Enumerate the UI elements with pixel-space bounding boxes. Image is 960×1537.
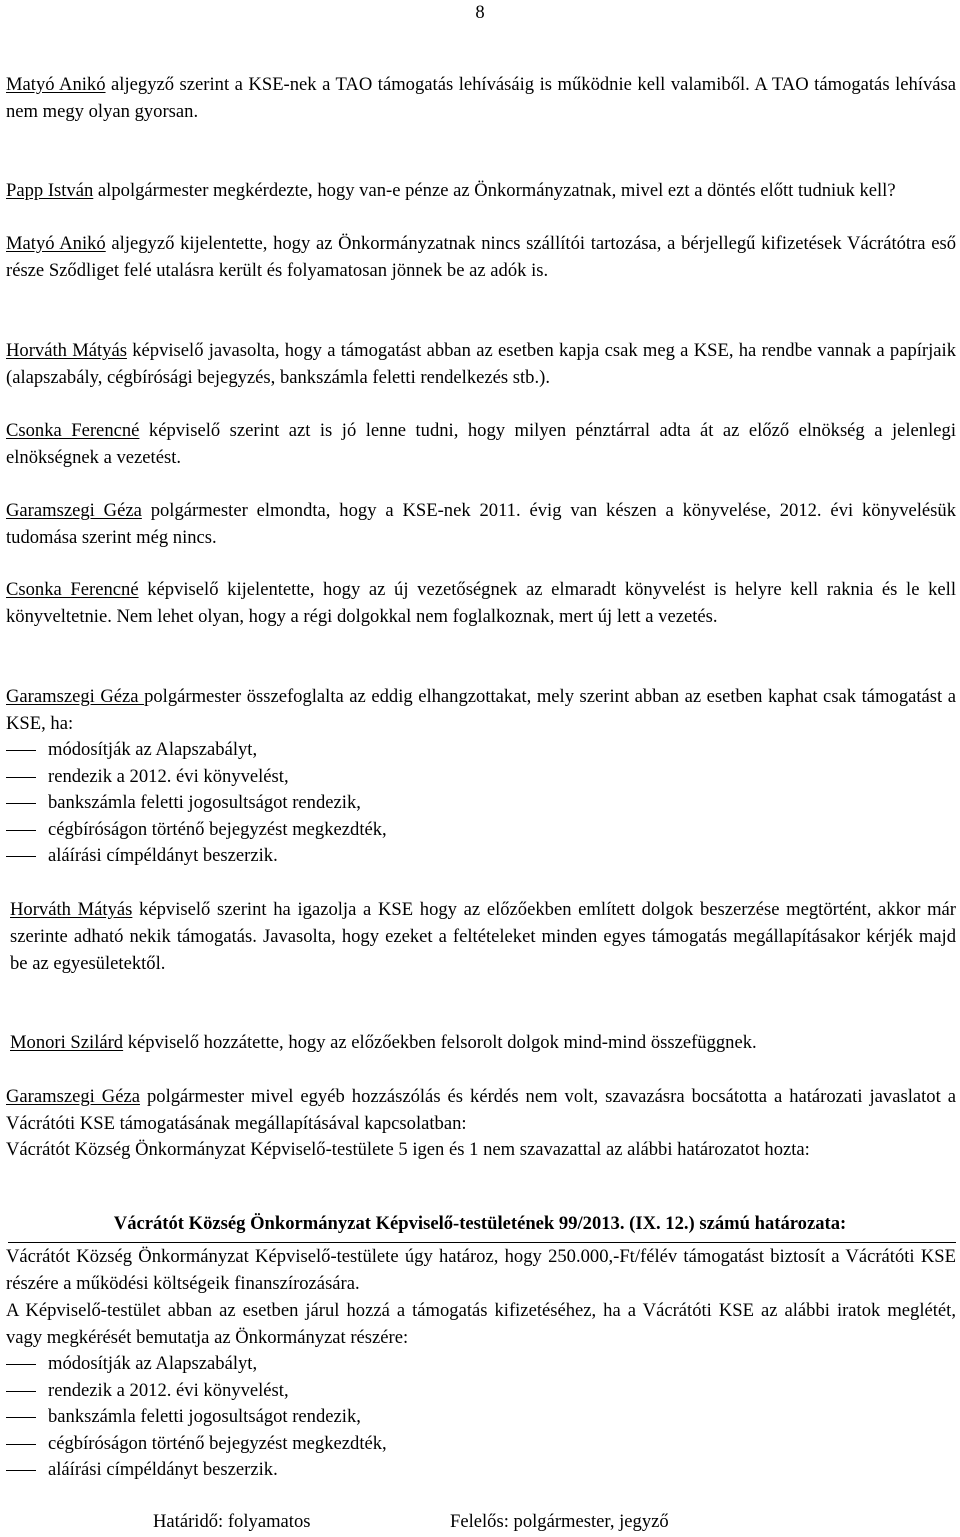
deadline-text: Határidő: folyamatos (153, 1511, 311, 1532)
paragraph-text: képviselő szerint ha igazolja a KSE hogy az előzőekben említett dolgok beszerzése megtörtént, akkor már szerinte adható nekik támogatás. Javasolta, hogy ezeket a feltételeket minden egyes támogatás megállapításakor kérjék majd be az egyesületektől. (10, 899, 956, 974)
dash-bullet (6, 777, 36, 778)
paragraph-text: képviselő szerint azt is jó lenne tudni, hogy milyen pénztárral adta át az előző elnökség a jelenlegi elnökségnek a vezetést. (6, 420, 956, 468)
list-item: módosítják az Alapszabályt, (6, 737, 956, 764)
list-item: módosítják az Alapszabályt, (6, 1351, 956, 1378)
dash-bullet (6, 856, 36, 857)
paragraph-text: aljegyző kijelentette, hogy az Önkormányzatnak nincs szállítói tartozása, a bérjellegű kifizetések Vácrátótra eső része Sződliget felé utalásra került és folyamatosan jönnek be az adók is. (6, 233, 957, 281)
dash-bullet (6, 803, 36, 804)
paragraph (10, 896, 956, 977)
paragraph-text: polgármester összefoglalta az eddig elhangzottakat, mely szerint abban az esetben kaphat csak támogatást a KSE, ha: (6, 686, 956, 734)
dash-bullet (6, 830, 36, 831)
speaker-name: Garamszegi Géza (6, 500, 142, 521)
paragraph-text: polgármester mivel egyéb hozzászólás és kérdés nem volt, szavazásra bocsátotta a határozati javaslatot a Vácrátóti KSE támogatásának megállapításával kapcsolatban: (6, 1086, 956, 1134)
paragraph-text: alpolgármester megkérdezte, hogy van-e pénze az Önkormányzatnak, mivel ezt a döntés előtt tudniuk kell? (93, 180, 896, 201)
paragraph (6, 338, 956, 391)
resolution-condition-intro: A Képviselő-testület abban az esetben járul hozzá a támogatás kifizetéséhez, ha a Vácrátóti KSE az alábbi iratok meglétét, vagy megkérését bemutatja az Önkormányzat részére: (6, 1300, 956, 1348)
resolution-text: Vácrátót Község Önkormányzat Képviselő-testülete úgy határoz, hogy 250.000,-Ft/félév támogatást biztosít a Vácrátóti KSE részére a működési költségeik finanszírozására. (6, 1246, 956, 1294)
speaker-name: Monori Szilárd (10, 1032, 124, 1053)
paragraph (6, 418, 956, 471)
list-item: aláírási címpéldányt beszerzik. (6, 1457, 956, 1484)
speaker-name: Matyó Anikó (6, 74, 106, 95)
list-item: aláírási címpéldányt beszerzik. (6, 843, 956, 870)
speaker-name: Papp István (6, 180, 94, 201)
paragraph (6, 684, 956, 737)
paragraph-text: képviselő hozzátette, hogy az előzőekben felsorolt dolgok mind-mind összefüggnek. (123, 1032, 757, 1053)
speaker-name: Horváth Mátyás (10, 899, 133, 920)
dash-bullet (6, 1364, 36, 1365)
speaker-name: Matyó Anikó (6, 233, 106, 254)
page-number: 8 (475, 2, 485, 23)
list-item: bankszámla feletti jogosultságot rendezik, (6, 790, 956, 817)
vote-paragraph: Vácrátót Község Önkormányzat Képviselő-testülete 5 igen és 1 nem szavazattal az alábbi határozatot hozta: (6, 1139, 810, 1160)
speaker-name: Horváth Mátyás (6, 340, 127, 361)
paragraph (6, 577, 956, 630)
paragraph (6, 498, 956, 551)
speaker-name: Csonka Ferencné (6, 420, 140, 441)
dash-bullet (6, 1444, 36, 1445)
list-item: cégbíróságon történő bejegyzést megkezdték, (6, 1431, 956, 1458)
conditions-list (6, 737, 956, 870)
dash-bullet (6, 1391, 36, 1392)
speaker-name: Garamszegi Géza (6, 1086, 140, 1107)
responsible-text: Felelős: polgármester, jegyző (450, 1511, 669, 1532)
paragraph (10, 1030, 956, 1057)
paragraph (6, 231, 956, 284)
paragraph (6, 1084, 956, 1137)
list-item: bankszámla feletti jogosultságot rendezik, (6, 1404, 956, 1431)
speaker-name: Garamszegi Géza (6, 686, 145, 707)
list-item: rendezik a 2012. évi könyvelést, (6, 764, 956, 791)
paragraph (6, 72, 956, 125)
speaker-name: Csonka Ferencné (6, 579, 139, 600)
list-item: cégbíróságon történő bejegyzést megkezdték, (6, 817, 956, 844)
dash-bullet (6, 750, 36, 751)
paragraph-text: aljegyző szerint a KSE-nek a TAO támogatás lehívásáig is működnie kell valamiből. A TAO támogatás lehívása nem megy olyan gyorsan. (6, 74, 956, 122)
resolution-rule (8, 1242, 956, 1243)
paragraph-text: képviselő kijelentette, hogy az új vezetőségnek az elmaradt könyvelést is helyre kell raknia és le kell könyveltetnie. Nem lehet olyan, hogy a régi dolgokkal nem foglalkoznak, mert új lett a vezetés. (6, 579, 956, 627)
dash-bullet (6, 1417, 36, 1418)
resolution-title: Vácrátót Község Önkormányzat Képviselő-testületének 99/2013. (IX. 12.) számú határozata: (113, 1213, 847, 1234)
dash-bullet (6, 1470, 36, 1471)
resolution-conditions-list (6, 1351, 956, 1484)
paragraph (6, 178, 956, 205)
paragraph-text: polgármester elmondta, hogy a KSE-nek 2011. évig van készen a könyvelése, 2012. évi könyvelésük tudomása szerint még nincs. (6, 500, 956, 548)
list-item: rendezik a 2012. évi könyvelést, (6, 1378, 956, 1405)
paragraph-text: képviselő javasolta, hogy a támogatást abban az esetben kapja csak meg a KSE, ha rendbe vannak a papírjaik (alapszabály, cégbírósági bejegyzés, bankszámla feletti rendelkezés stb.). (6, 340, 956, 388)
